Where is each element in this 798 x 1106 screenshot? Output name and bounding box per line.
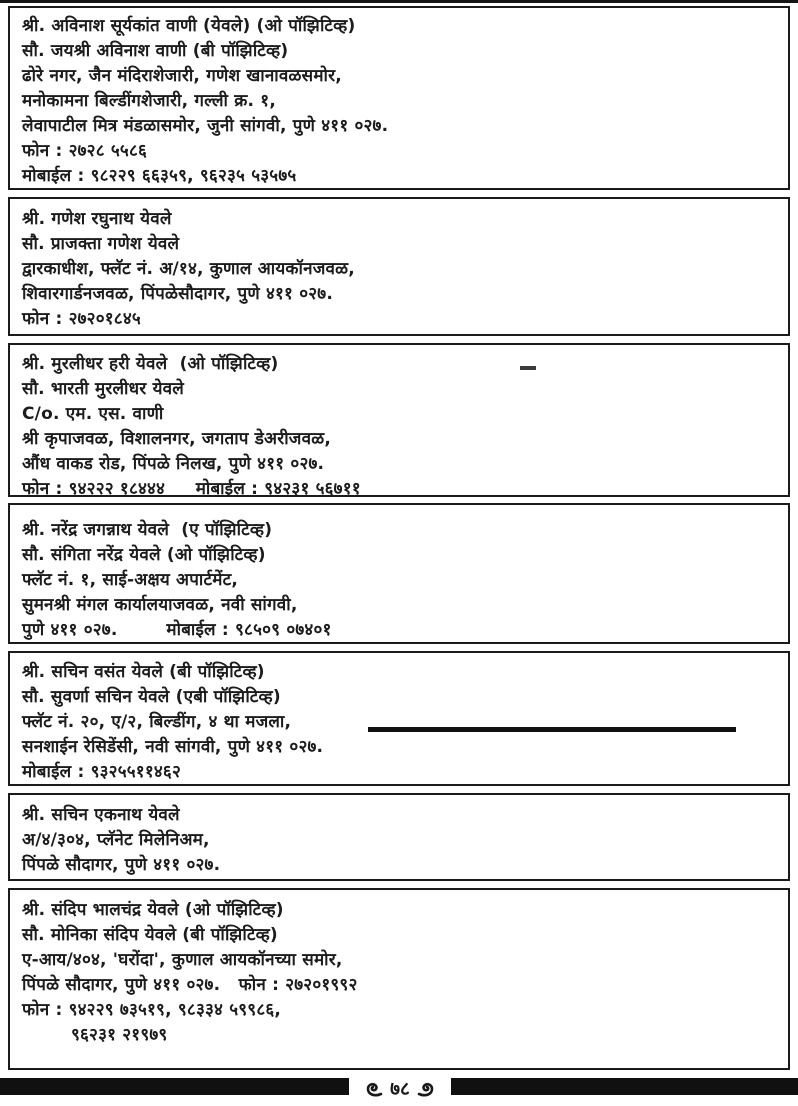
entry-line: फ्लॅट नं. १, साई-अक्षय अपार्टमेंट, [22,570,239,590]
page-number: ७८ [390,1078,410,1100]
stray-dash-mark [520,366,536,370]
entry-line: फोन : २७२०१८४५ [22,309,141,329]
entry-line: श्री. सचिन वसंत येवले (बी पॉझिटिव्ह) [22,662,265,682]
entry-line: श्री. अविनाश सूर्यकांत वाणी (येवले) (ओ पॉझिटिव्ह) [22,16,356,36]
floral-curl-right-icon [417,1082,434,1097]
entry-line: शिवारगार्डनजवळ, पिंपळेसौदागर, पुणे ४११ ०२७. [22,284,333,304]
page-number-box [349,1075,451,1104]
directory-entry [8,651,790,786]
directory-entry [8,503,790,644]
entry-line: श्री. गणेश रघुनाथ येवले [22,209,172,229]
entry-line: सौ. मोनिका संदिप येवले (बी पॉझिटिव्ह) [22,925,278,945]
entry-line: सनशाईन रेसिडेंसी, नवी सांगवी, पुणे ४११ ०२७. [22,737,324,757]
entry-line: C/o. एम. एस. वाणी [22,404,164,424]
floral-curl-left-icon [366,1082,383,1097]
entry-line: द्वारकाधीश, फ्लॅट नं. अ/१४, कुणाल आयकॉनजवळ, [22,259,355,279]
entry-line: सौ. संगिता नरेंद्र येवले (ओ पॉझिटिव्ह) [22,545,266,565]
directory-entry [8,197,790,336]
entry-line: श्री कृपाजवळ, विशालनगर, जगताप डेअरीजवळ, [22,429,332,449]
entry-line: सौ. प्राजक्ता गणेश येवले [22,234,180,254]
entry-line: ९६२३१ २१९७९ [22,1025,168,1045]
entry-line: मनोकामना बिल्डींगशेजारी, गल्ली क्र. १, [22,91,276,111]
entry-line: फोन : ९४२२९ ७३५१९, ९८३३४ ५९९८६, [22,1000,282,1020]
entry-line: श्री. नरेंद्र जगन्नाथ येवले (ए पॉझिटिव्ह) [22,520,273,540]
entry-line: मोबाईल : ९८२२९ ६६३५९, ९६२३५ ५३५७५ [22,166,297,186]
entry-line: श्री. संदिप भालचंद्र येवले (ओ पॉझिटिव्ह) [22,900,284,920]
entry-line: श्री. मुरलीधर हरी येवले (ओ पॉझिटिव्ह) [22,354,279,374]
entry-line: फोन : ९४२२२ १८४४४ मोबाईल : ९४२३१ ५६७११ [22,479,361,499]
entry-line: सुमनश्री मंगल कार्यालयाजवळ, नवी सांगवी, [22,595,298,615]
entry5-horizontal-rule [368,727,736,732]
directory-entry [8,6,790,190]
entry-line: सौ. भारती मुरलीधर येवले [22,379,185,399]
entry-line: सौ. जयश्री अविनाश वाणी (बी पॉझिटिव्ह) [22,41,289,61]
entry-line: अ/४/३०४, प्लॅनेट मिलेनिअम, [22,830,210,850]
entry-line: फोन : २७२८ ५५८६ [22,141,148,161]
directory-entry [8,793,790,881]
directory-entry [8,888,790,1070]
entry-line: श्री. सचिन एकनाथ येवले [22,805,180,825]
entry-line: ढोरे नगर, जैन मंदिराशेजारी, गणेश खानावळसमोर, [22,66,342,86]
entry-line: ए-आय/४०४, 'घरोंदा', कुणाल आयकॉनच्या समोर, [22,950,343,970]
directory-entry [8,343,790,497]
entry-line: फ्लॅट नं. २०, ए/२, बिल्डींग, ४ था मजला, [22,712,292,732]
entry-line: पिंपळे सौदागर, पुणे ४११ ०२७. फोन : २७२०१९९२ [22,975,358,995]
entry-line: लेवापाटील मित्र मंडळासमोर, जुनी सांगवी, पुणे ४११ ०२७. [22,116,389,136]
entry-line: मोबाईल : ९३२५५११४६२ [22,762,181,782]
entry-line: पिंपळे सौदागर, पुणे ४११ ०२७. [22,855,221,875]
entry-line: औंध वाकड रोड, पिंपळे निलख, पुणे ४११ ०२७. [22,454,325,474]
entry-line: सौ. सुवर्णा सचिन येवले (एबी पॉझिटिव्ह) [22,687,281,707]
page-top-rule [0,0,798,3]
entry-line: पुणे ४११ ०२७. मोबाईल : ९८५०९ ०७४०१ [22,620,332,640]
